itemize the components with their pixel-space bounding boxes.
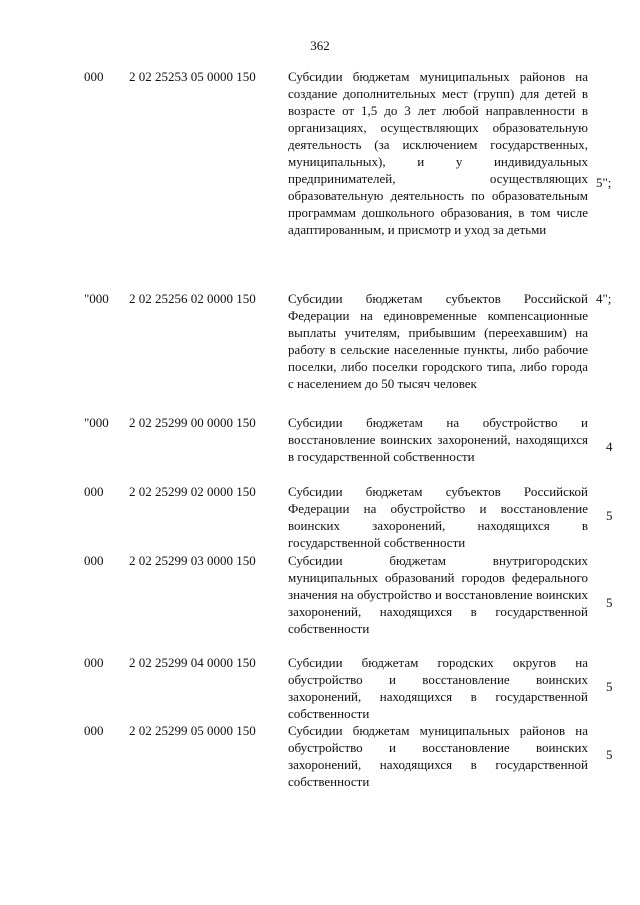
- budget-code: 2 02 25256 02 0000 150: [129, 291, 256, 306]
- description: Субсидии бюджетам городских округов на обустройство и восстановление воинских захоронений, находящихся в государственной собственности: [288, 655, 588, 721]
- description: Субсидии бюджетам муниципальных районов на обустройство и восстановление воинских захоронений, находящихся в государственной собственности: [288, 723, 588, 789]
- group-code: 5: [606, 508, 613, 523]
- budget-code: 2 02 25299 00 0000 150: [129, 415, 256, 430]
- admin-code: 000: [84, 655, 104, 670]
- budget-code: 2 02 25299 05 0000 150: [129, 723, 256, 738]
- description: Субсидии бюджетам муниципальных районов на создание дополнительных мест (групп) для детей в возрасте от 1,5 до 3 лет любой направленности в организациях, осуществляющих образовательную деятельность (за исключением государственных, муниципальных), и у индивидуальных предпринимателей, осуществляющих образовательную деятельность по образовательным программам дошкольного образования, в том числе адаптированным, и присмотр и уход за детьми: [288, 69, 588, 237]
- group-code: 5";: [596, 175, 612, 190]
- description: Субсидии бюджетам на обустройство и восстановление воинских захоронений, находящихся в государственной собственности: [288, 415, 588, 464]
- budget-code: 2 02 25299 02 0000 150: [129, 484, 256, 499]
- budget-code: 2 02 25299 04 0000 150: [129, 655, 256, 670]
- classification-table: [0, 68, 640, 790]
- group-code: 5: [606, 747, 613, 762]
- admin-code: 000: [84, 723, 104, 738]
- admin-code: 000: [84, 69, 104, 84]
- table-row: [0, 654, 640, 722]
- description: Субсидии бюджетам внутригородских муниципальных образований городов федерального значения на обустройство и восстановление воинских захоронений, находящихся в государственной собственности: [288, 553, 588, 636]
- group-code: 4";: [596, 291, 612, 306]
- admin-code: "000: [84, 291, 109, 306]
- table-row: [0, 290, 640, 414]
- table-row: [0, 483, 640, 552]
- admin-code: 000: [84, 484, 104, 499]
- budget-code: 2 02 25253 05 0000 150: [129, 69, 256, 84]
- table-row: [0, 68, 640, 290]
- table-row: [0, 722, 640, 790]
- admin-code: 000: [84, 553, 104, 568]
- group-code: 5: [606, 595, 613, 610]
- description: Субсидии бюджетам субъектов Российской Федерации на единовременные компенсационные выплаты учителям, прибывшим (переехавшим) на работу в сельские населенные пункты, либо рабочие поселки, либо поселки городского типа, либо города с населением до 50 тысяч человек: [288, 291, 588, 391]
- group-code: 4: [606, 439, 613, 454]
- admin-code: "000: [84, 415, 109, 430]
- budget-code: 2 02 25299 03 0000 150: [129, 553, 256, 568]
- group-code: 5: [606, 679, 613, 694]
- table-row: [0, 414, 640, 483]
- description: Субсидии бюджетам субъектов Российской Федерации на обустройство и восстановление воинских захоронений, находящихся в государственной собственности: [288, 484, 588, 550]
- page-number: 362: [310, 38, 330, 53]
- table-row: [0, 552, 640, 654]
